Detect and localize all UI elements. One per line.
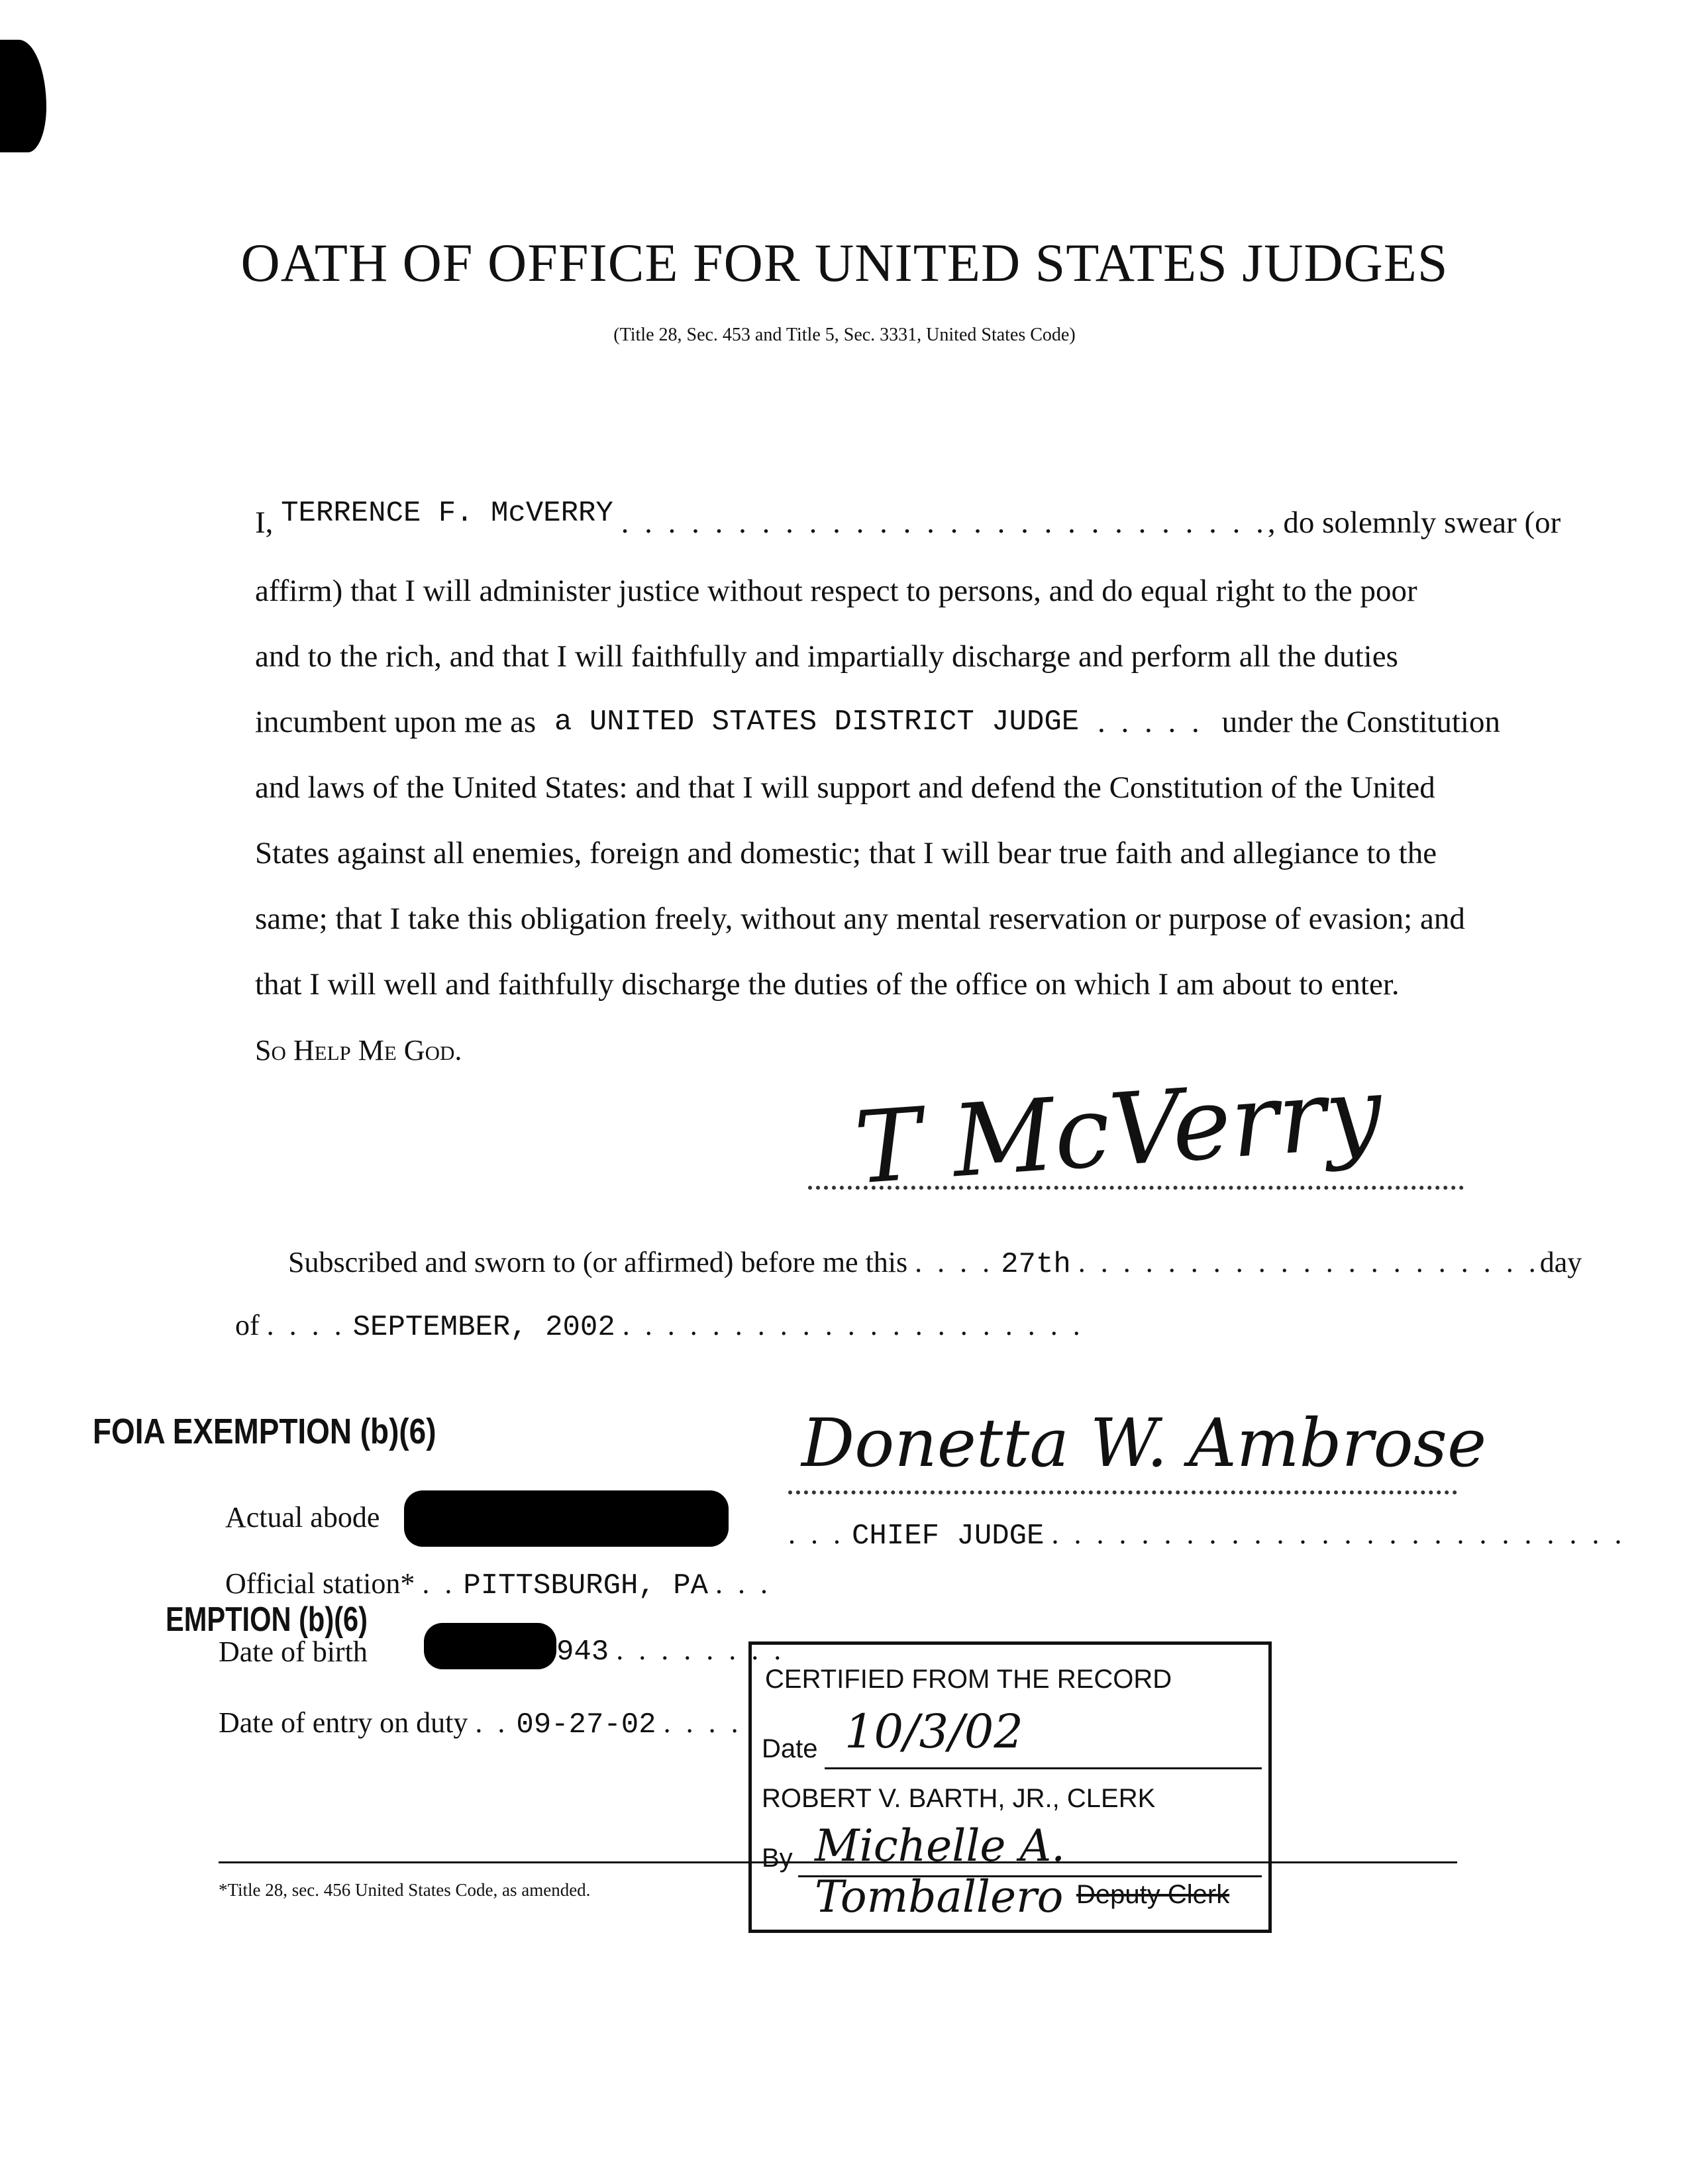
- dob-label: Date of birth: [219, 1636, 368, 1668]
- certification-box: [748, 1641, 1272, 1933]
- foia-exemption-stamp-partial: EMPTION (b)(6): [166, 1600, 368, 1639]
- oath-line-1: I, TERRENCE F. McVERRY . . . . . . . . . . . . . . . . . . . . . . . . . . . . , do solemnly swear (or: [255, 490, 1500, 558]
- oath-line-7: same; that I take this obligation freely, without any mental reservation or purpose of evasion; and: [255, 902, 1465, 936]
- document-title: OATH OF OFFICE FOR UNITED STATES JUDGES: [240, 233, 1449, 293]
- certification-by-signature: Michelle A. Tomballero: [815, 1820, 1066, 1922]
- dob-redaction: [424, 1623, 556, 1669]
- oath-line-2: affirm) that I will administer justice without respect to persons, and do equal right to the poor: [255, 574, 1417, 608]
- oath-line-8: that I will well and faithfully discharge the duties of the office on which I am about to enter.: [255, 967, 1400, 1002]
- subscribed-line: Subscribed and sworn to (or affirmed) before me this . . . . 27th . . . . . . . . . . . . . . . . . . . . . day: [288, 1246, 1582, 1281]
- oath-line-3: and to the rich, and that I will faithfully and impartially discharge and perform all the duties: [255, 639, 1398, 674]
- oath-line-5: and laws of the United States: and that I will support and defend the Constitution of the United: [255, 770, 1435, 805]
- foia-exemption-stamp: FOIA EXEMPTION (b)(6): [93, 1412, 436, 1451]
- certification-by-label: By: [762, 1844, 793, 1873]
- station-label: Official station*: [225, 1567, 415, 1600]
- entry-line: Date of entry on duty . . 09-27-02 . . . .: [219, 1706, 742, 1742]
- oath-line-4-suffix: under the Constitution: [1221, 705, 1500, 739]
- station-line: Official station* . . PITTSBURGH, PA . . .: [225, 1567, 772, 1602]
- chief-title-line: . . . CHIEF JUDGE . . . . . . . . . . . . . . . . . . . . . . . . . .: [788, 1518, 1626, 1553]
- oath-body: [255, 490, 1561, 1083]
- station-value: PITTSBURGH, PA: [463, 1569, 709, 1602]
- subscribed-of: of: [235, 1309, 260, 1341]
- subscribed-day-label: day: [1539, 1246, 1582, 1278]
- entry-value: 09-27-02: [516, 1708, 656, 1742]
- judge-name: TERRENCE F. McVERRY: [281, 497, 613, 530]
- oath-line-6: States against all enemies, foreign and domestic; that I will bear true faith and allegiance to the: [255, 836, 1437, 870]
- certification-by-rule: [798, 1875, 1262, 1877]
- entry-label: Date of entry on duty: [219, 1706, 468, 1739]
- document-subtitle: (Title 28, Sec. 453 and Title 5, Sec. 3331, United States Code): [613, 325, 1076, 345]
- scan-artifact: [0, 40, 46, 152]
- chief-title: CHIEF JUDGE: [852, 1520, 1045, 1553]
- certification-date-value: 10/3/02: [844, 1704, 1023, 1759]
- chief-signature-line: [788, 1490, 1457, 1494]
- dob-value: 943: [556, 1636, 609, 1669]
- oath-pronoun: I,: [255, 505, 274, 540]
- judge-position: a UNITED STATES DISTRICT JUDGE: [554, 705, 1080, 739]
- oath-line-4-prefix: incumbent upon me as: [255, 705, 537, 739]
- subscribed-month-line: of . . . . SEPTEMBER, 2002 . . . . . . . . . . . . . . . . . . . . .: [235, 1309, 1084, 1344]
- oath-line-4: incumbent upon me as a UNITED STATES DISTRICT JUDGE . . . . . under the Constitution: [255, 690, 1500, 755]
- certification-deputy: Deputy Clerk: [1076, 1880, 1230, 1909]
- abode-label: Actual abode: [225, 1501, 380, 1534]
- chief-judge-signature: Donetta W. Ambrose: [801, 1404, 1487, 1482]
- dob-value-line: 943 . . . . . . . .: [556, 1634, 786, 1669]
- subscribed-prefix: Subscribed and sworn to (or affirmed) before me this: [288, 1246, 908, 1278]
- certification-date-rule: [825, 1767, 1262, 1769]
- certification-date-label: Date: [762, 1734, 818, 1763]
- certification-clerk: ROBERT V. BARTH, JR., CLERK: [762, 1784, 1156, 1813]
- oath-closing: So Help Me God.: [255, 1034, 462, 1066]
- subscribed-month-year: SEPTEMBER, 2002: [352, 1311, 615, 1344]
- footnote-rule: [219, 1861, 1457, 1863]
- footnote: *Title 28, sec. 456 United States Code, as amended.: [219, 1880, 591, 1900]
- judge-signature: T McVerry: [850, 1055, 1386, 1207]
- certification-heading: CERTIFIED FROM THE RECORD: [765, 1665, 1172, 1694]
- subscribed-day: 27th: [1001, 1248, 1071, 1281]
- abode-redaction: [404, 1490, 729, 1547]
- oath-swear: , do solemnly swear (or: [1267, 505, 1561, 540]
